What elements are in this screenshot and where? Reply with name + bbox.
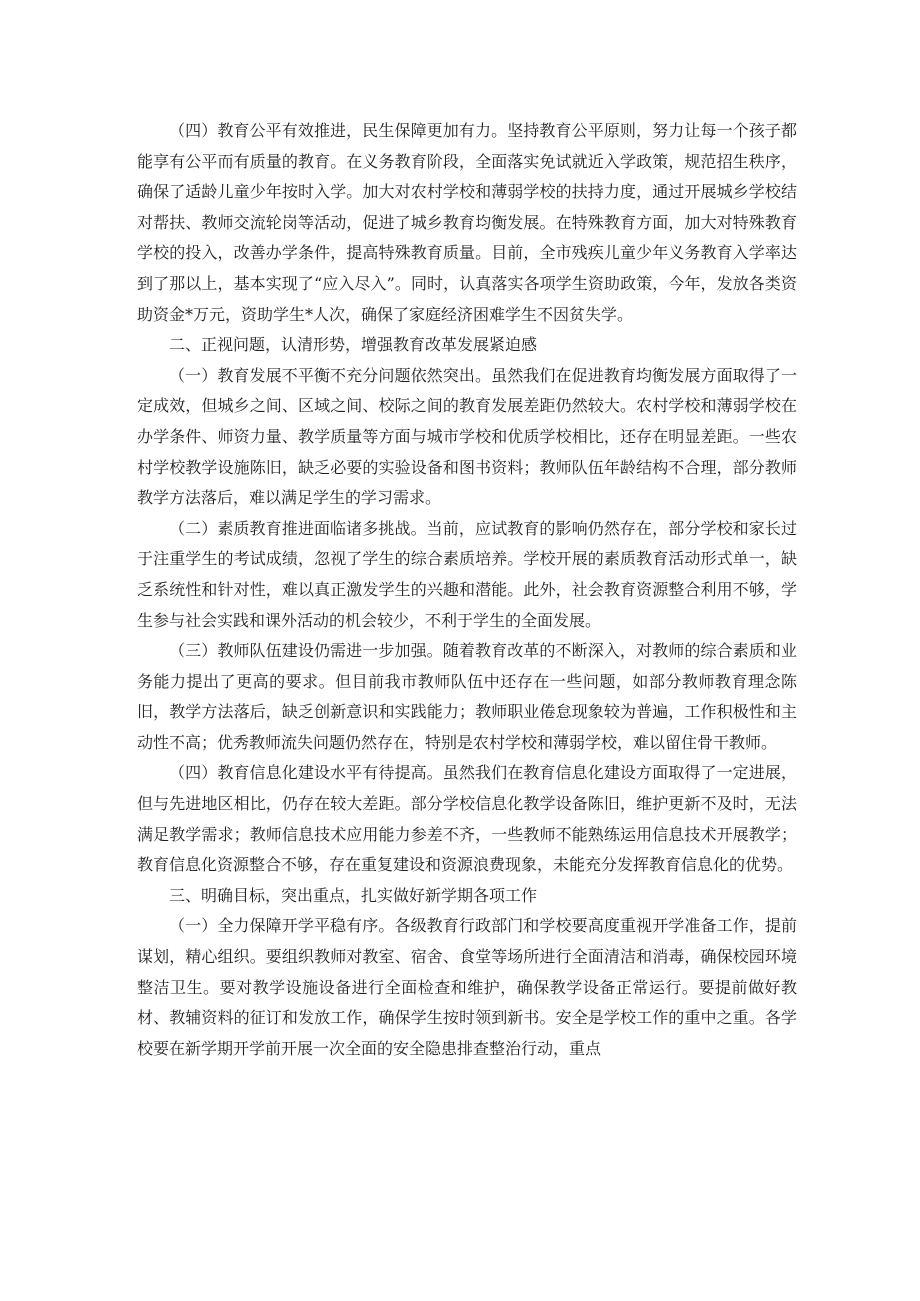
document-body — [137, 116, 797, 1064]
paragraph-school-opening: （一）全力保障开学平稳有序。各级教育行政部门和学校要高度重视开学准备工作，提前谋划，精心组织。要组织教师对教室、宿舍、食堂等场所进行全面清洁和消毒，确保校园环境整洁卫生。要对教学设施设备进行全面检查和维护，确保教学设备正常运行。要提前做好教材、教辅资料的征订和发放工作，确保学生按时领到新书。安全是学校工作的重中之重。各学校要在新学期开学前开展一次全面的安全隐患排查整治行动，重点 — [137, 916, 797, 1058]
paragraph-teacher-team: （三）教师队伍建设仍需进一步加强。随着教育改革的不断深入，对教师的综合素质和业务能力提出了更高的要求。但目前我市教师队伍中还存在一些问题，如部分教师教育理念陈旧，教学方法落后，缺乏创新意识和实践能力；教师职业倦怠现象较为普遍，工作积极性和主动性不高；优秀教师流失问题仍然存在，特别是农村学校和薄弱学校，难以留住骨干教师。 — [137, 641, 797, 752]
section-heading-3: 三、明确目标，突出重点，扎实做好新学期各项工作 — [169, 885, 538, 905]
paragraph-informatization: （四）教育信息化建设水平有待提高。虽然我们在教育信息化建设方面取得了一定进展，但与先进地区相比，仍存在较大差距。部分学校信息化教学设备陈旧，维护更新不及时，无法满足教学需求；教师信息技术应用能力参差不齐，一些教师不能熟练运用信息技术开展教学；教育信息化资源整合不够，存在重复建设和资源浪费现象，未能充分发挥教育信息化的优势。 — [137, 763, 797, 875]
section-heading-2: 二、正视问题，认清形势，增强教育改革发展紧迫感 — [169, 335, 538, 355]
paragraph-education-fairness: （四）教育公平有效推进，民生保障更加有力。坚持教育公平原则，努力让每一个孩子都能享有公平而有质量的教育。在义务教育阶段，全面落实免试就近入学政策，规范招生秩序，确保了适龄儿童少年按时入学。加大对农村学校和薄弱学校的扶持力度，通过开展城乡学校结对帮扶、教师交流轮岗等活动，促进了城乡教育均衡发展。在特殊教育方面，加大对特殊教育学校的投入，改善办学条件，提高特殊教育质量。目前，全市残疾儿童少年义务教育入学率达到了那以上，基本实现了“应入尽入”。同时，认真落实各项学生资助政策，今年，发放各类资助资金*万元，资助学生*人次，确保了家庭经济困难学生不因贫失学。 — [137, 121, 797, 324]
paragraph-quality-education: （二）素质教育推进面临诸多挑战。当前，应试教育的影响仍然存在，部分学校和家长过于注重学生的考试成绩，忽视了学生的综合素质培养。学校开展的素质教育活动形式单一，缺乏系统性和针对性，难以真正激发学生的兴趣和潜能。此外，社会教育资源整合利用不够，学生参与社会实践和课外活动的机会较少，不利于学生的全面发展。 — [137, 518, 797, 630]
paragraph-imbalance: （一）教育发展不平衡不充分问题依然突出。虽然我们在促进教育均衡发展方面取得了一定成效，但城乡之间、区域之间、校际之间的教育发展差距仍然较大。农村学校和薄弱学校在办学条件、师资力量、教学质量等方面与城市学校和优质学校相比，还存在明显差距。一些农村学校教学设施陈旧，缺乏必要的实验设备和图书资料；教师队伍年龄结构不合理，部分教师教学方法落后，难以满足学生的学习需求。 — [137, 365, 797, 508]
